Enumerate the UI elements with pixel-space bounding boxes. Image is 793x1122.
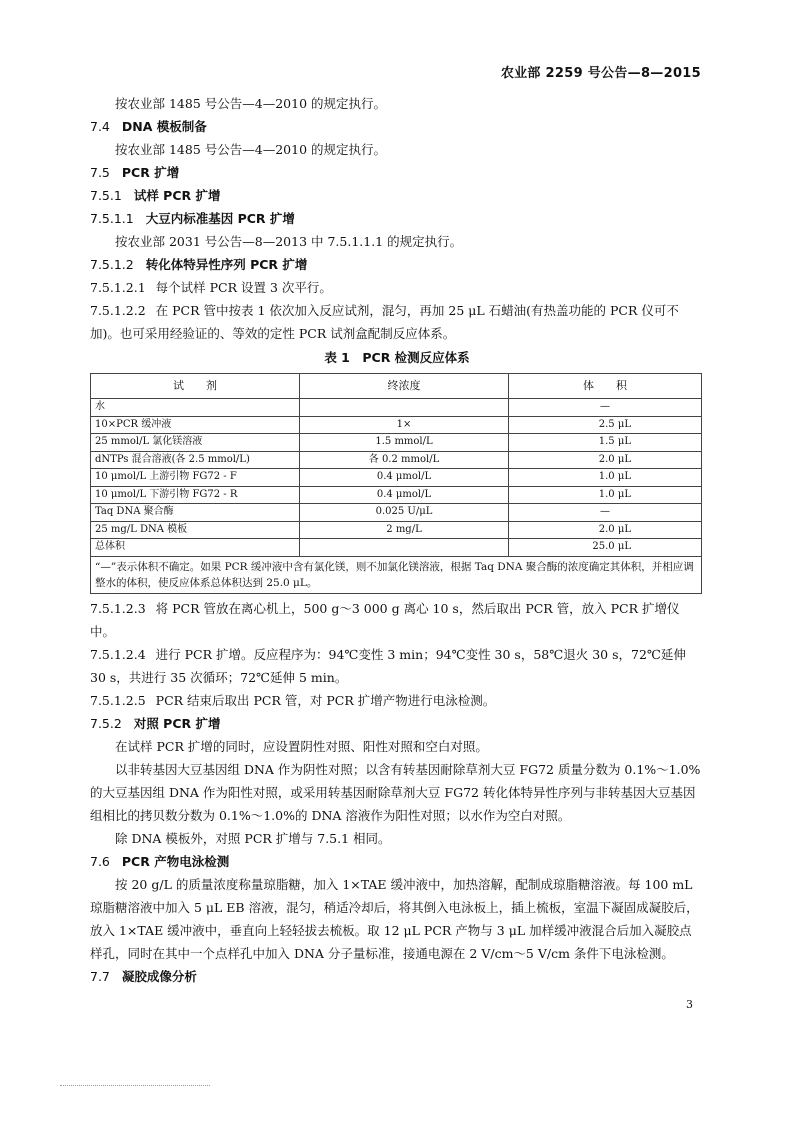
clause-text: 每个试样 PCR 设置 3 次平行。 — [155, 280, 332, 295]
section-number: 7.5.1 — [90, 188, 122, 203]
table-row — [91, 451, 702, 469]
numbered-clause — [90, 643, 704, 689]
clause-text: 在 PCR 管中按表 1 依次加入反应试剂，混匀，再加 25 μL 石蜡油(有热盖功能的 PCR 仪可不加)。也可采用经验证的、等效的定性 PCR 试剂盒配制反应体系。 — [90, 303, 679, 341]
numbered-clause — [90, 689, 704, 712]
main-content — [90, 92, 704, 988]
clause-number: 7.5.1.2.1 — [90, 280, 146, 295]
section-number: 7.4 — [90, 119, 110, 134]
numbered-clause — [90, 276, 704, 299]
column-header-concentration: 终浓度 — [300, 374, 509, 399]
table-row — [91, 416, 702, 434]
paragraph: 在试样 PCR 扩增的同时，应设置阴性对照、阳性对照和空白对照。 — [115, 738, 488, 754]
clause-text: 进行 PCR 扩增。反应程序为：94℃变性 3 min；94℃变性 30 s，58℃退火 30 s，72℃延伸 30 s，共进行 35 次循环；72℃延伸 5 min。 — [90, 646, 686, 685]
concentration-cell — [300, 539, 509, 557]
table-note: “—”表示体积不确定。如果 PCR 缓冲液中含有氯化镁，则不加氯化镁溶液，根据 Taq DNA 聚合酶的浓度确定其体积，并相应调整水的体积，使反应体系总体积达到 25.0 μL。 — [91, 556, 702, 593]
section-number: 7.6 — [90, 853, 110, 869]
section-title: PCR 产物电泳检测 — [121, 853, 230, 869]
concentration-cell: 2 mg/L — [300, 521, 509, 539]
footer-rule — [60, 1085, 210, 1086]
volume-cell: 1.0 μL — [509, 486, 702, 504]
paragraph: 按农业部 1485 号公告—4—2010 的规定执行。 — [115, 96, 386, 111]
section-title: 转化体特异性序列 PCR 扩增 — [145, 257, 308, 272]
table-row — [91, 399, 702, 417]
section-title: PCR 扩增 — [121, 165, 180, 180]
numbered-clause — [90, 597, 704, 643]
column-header-reagent: 试 剂 — [91, 374, 300, 399]
numbered-clause — [90, 299, 704, 345]
page-header: 农业部 2259 号公告—8—2015 — [500, 66, 701, 81]
reagent-cell: 10 μmol/L 上游引物 FG72 - F — [91, 469, 300, 487]
paragraph: 按 20 g/L 的质量浓度称量琼脂糖，加入 1×TAE 缓冲液中，加热溶解，配制成琼脂糖溶液。每 100 mL 琼脂糖溶液中加入 5 μL EB 溶液，混匀，稍适冷却后，将其倒入电泳板上，插上梳板，室温下凝固成凝胶后，放入 1×TAE 缓冲液中，垂直向上轻轻拔去梳板。取 12 μL PCR 产物与 3 μL 加样缓冲液混合后加入凝胶点样孔，同时在其中一个点样孔中加入 DNA 分子量标准，接通电源在 2 V/cm～5 V/cm 条件下电泳检测。 — [90, 876, 699, 961]
clause-number: 7.5.1.2.3 — [90, 600, 146, 616]
section-heading — [90, 712, 704, 735]
section-heading — [90, 115, 704, 138]
section-heading — [90, 184, 704, 207]
paragraph: 除 DNA 模板外，对照 PCR 扩增与 7.5.1 相同。 — [115, 830, 391, 846]
clause-number: 7.5.1.2.4 — [90, 646, 146, 662]
section-heading — [90, 161, 704, 184]
column-header-volume: 体 积 — [509, 374, 702, 399]
clause-text: 将 PCR 管放在离心机上，500 g～3 000 g 离心 10 s，然后取出 PCR 管，放入 PCR 扩增仪中。 — [90, 600, 680, 639]
table-caption: 表 1 PCR 检测反应体系 — [324, 350, 470, 365]
pcr-reaction-table — [90, 373, 702, 594]
table-row — [91, 469, 702, 487]
section-title: DNA 模板制备 — [121, 119, 207, 134]
reagent-cell: 10 μmol/L 下游引物 FG72 - R — [91, 486, 300, 504]
section-title: 对照 PCR 扩增 — [133, 715, 221, 731]
table-row — [91, 504, 702, 522]
table-row — [91, 434, 702, 452]
reagent-cell: 25 mmol/L 氯化镁溶液 — [91, 434, 300, 452]
reagent-cell: 25 mg/L DNA 模板 — [91, 521, 300, 539]
reagent-cell: 10×PCR 缓冲液 — [91, 416, 300, 434]
table-row — [91, 486, 702, 504]
clause-text: PCR 结束后取出 PCR 管，对 PCR 扩增产物进行电泳检测。 — [155, 692, 496, 708]
concentration-cell — [300, 399, 509, 417]
section-number: 7.5 — [90, 165, 110, 180]
volume-cell: 2.0 μL — [509, 521, 702, 539]
volume-cell: 2.0 μL — [509, 451, 702, 469]
concentration-cell: 0.4 μmol/L — [300, 486, 509, 504]
concentration-cell: 各 0.2 mmol/L — [300, 451, 509, 469]
table-header-row — [91, 374, 702, 399]
section-title: 试样 PCR 扩增 — [133, 188, 221, 203]
concentration-cell: 1× — [300, 416, 509, 434]
table-row — [91, 539, 702, 557]
section-heading — [90, 207, 704, 230]
table-note-row — [91, 556, 702, 593]
volume-cell: 1.5 μL — [509, 434, 702, 452]
page-number: 3 — [686, 998, 693, 1011]
section-heading — [90, 253, 704, 276]
section-number: 7.5.2 — [90, 715, 122, 731]
section-number: 7.5.1.2 — [90, 257, 134, 272]
concentration-cell: 0.4 μmol/L — [300, 469, 509, 487]
paragraph: 以非转基因大豆基因组 DNA 作为阴性对照；以含有转基因耐除草剂大豆 FG72 质量分数为 0.1%～1.0%的大豆基因组 DNA 作为阳性对照，或采用转基因耐除草剂大豆 FG72 转化体特异性序列与非转基因大豆基因组相比的拷贝数分数为 0.1%～1.0%的 DNA 溶液作为阳性对照；以水作为空白对照。 — [90, 761, 701, 823]
reagent-cell: 水 — [91, 399, 300, 417]
section-title: 凝胶成像分析 — [121, 968, 197, 984]
reagent-cell: 总体积 — [91, 539, 300, 557]
section-number: 7.5.1.1 — [90, 211, 134, 226]
concentration-cell: 0.025 U/μL — [300, 504, 509, 522]
concentration-cell: 1.5 mmol/L — [300, 434, 509, 452]
section-title: 大豆内标准基因 PCR 扩增 — [145, 211, 295, 226]
section-heading — [90, 850, 704, 873]
volume-cell: — — [509, 399, 702, 417]
volume-cell: — — [509, 504, 702, 522]
volume-cell: 2.5 μL — [509, 416, 702, 434]
reagent-cell: Taq DNA 聚合酶 — [91, 504, 300, 522]
reagent-cell: dNTPs 混合溶液(各 2.5 mmol/L) — [91, 451, 300, 469]
clause-number: 7.5.1.2.2 — [90, 303, 146, 318]
table-row — [91, 521, 702, 539]
volume-cell: 1.0 μL — [509, 469, 702, 487]
clause-number: 7.5.1.2.5 — [90, 692, 146, 708]
section-number: 7.7 — [90, 968, 110, 984]
volume-cell: 25.0 μL — [509, 539, 702, 557]
paragraph: 按农业部 2031 号公告—8—2013 中 7.5.1.1.1 的规定执行。 — [115, 234, 463, 249]
paragraph: 按农业部 1485 号公告—4—2010 的规定执行。 — [115, 142, 386, 157]
section-heading — [90, 965, 704, 988]
